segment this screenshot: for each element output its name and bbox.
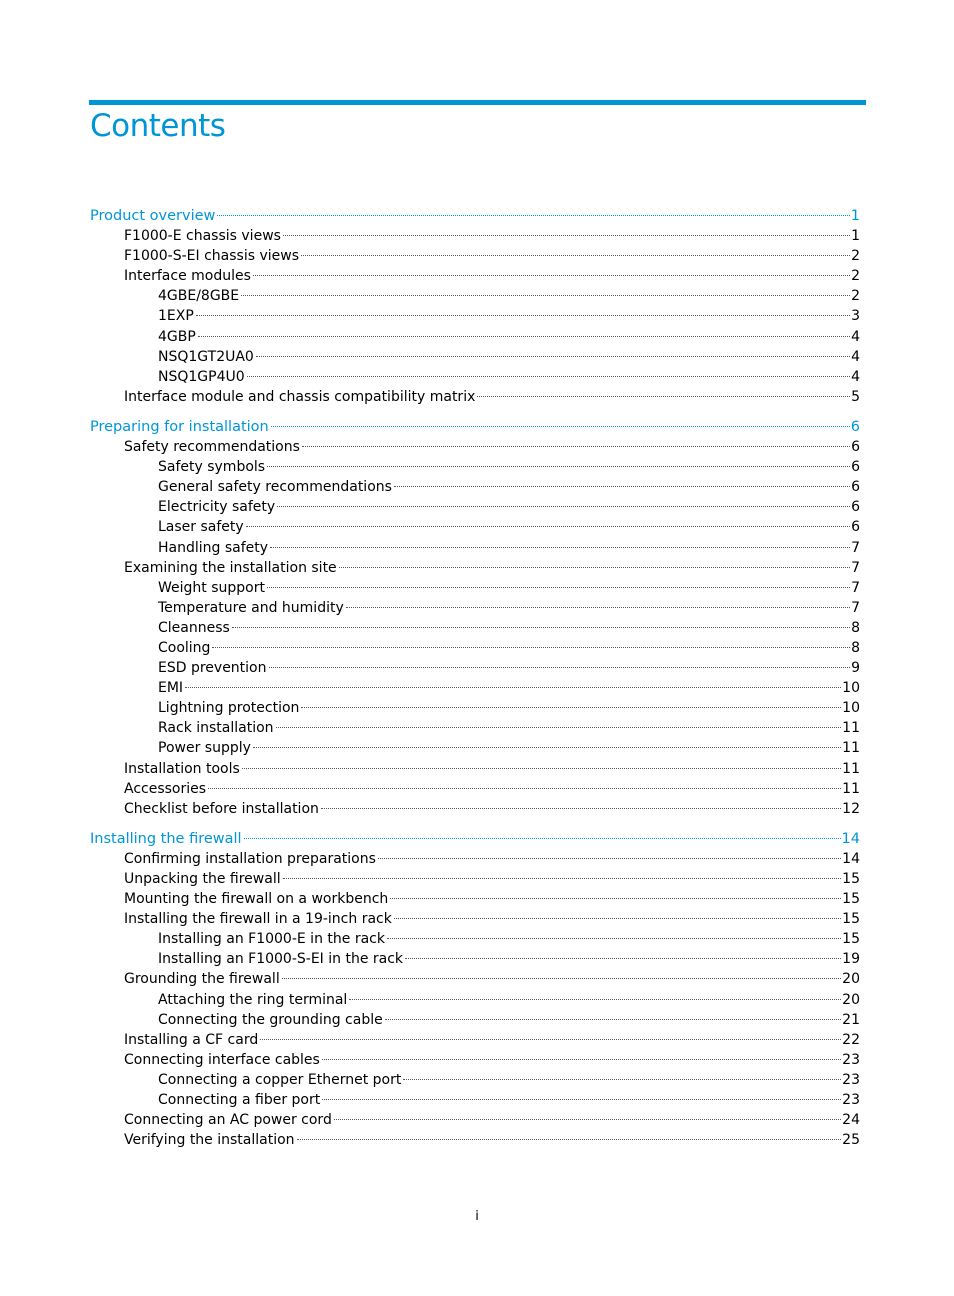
dot-leader: [260, 1038, 841, 1040]
dot-leader: [378, 857, 841, 859]
header-rule: [89, 100, 866, 105]
dot-leader: [301, 706, 841, 708]
dot-leader: [403, 1078, 841, 1080]
page-title: Contents: [90, 108, 226, 144]
toc-subsection-entry[interactable]: [158, 618, 860, 638]
page-number: i: [475, 1209, 479, 1224]
dot-leader: [301, 254, 850, 256]
toc-page-number[interactable]: 2: [851, 268, 860, 285]
toc-subsection-entry[interactable]: [158, 457, 860, 477]
dot-leader: [267, 586, 850, 588]
dot-leader: [208, 787, 841, 789]
toc-page-number[interactable]: 7: [851, 579, 860, 596]
toc-entry-title[interactable]: Power supply: [158, 740, 251, 757]
toc-page-number[interactable]: 4: [851, 348, 860, 365]
toc-entry-title[interactable]: Connecting a fiber port: [158, 1092, 321, 1109]
toc-entry-title[interactable]: Unpacking the firewall: [124, 871, 281, 887]
toc-page-number[interactable]: 7: [851, 539, 860, 556]
toc-subsection-entry[interactable]: [158, 929, 860, 949]
toc-page-number[interactable]: 14: [841, 830, 860, 847]
toc-entry-title[interactable]: 4GBE/8GBE: [158, 288, 240, 305]
toc-section-entry[interactable]: [124, 909, 860, 929]
toc-subsection-entry[interactable]: [158, 347, 860, 367]
toc-page-number[interactable]: 5: [851, 388, 860, 405]
dot-leader: [477, 395, 850, 397]
toc-page-number[interactable]: 6: [851, 479, 860, 496]
dot-leader: [394, 917, 841, 919]
toc-section-entry[interactable]: [124, 889, 860, 909]
dot-leader: [269, 666, 851, 668]
toc-page-number[interactable]: 10: [842, 680, 860, 697]
toc-page-number[interactable]: 24: [842, 1112, 860, 1129]
toc-entry-title[interactable]: Installing the firewall: [90, 830, 242, 847]
toc-page-number[interactable]: 6: [851, 519, 860, 536]
toc-page-number[interactable]: 2: [851, 248, 860, 265]
toc-page-number[interactable]: 10: [842, 700, 860, 717]
toc-section: [0, 417, 954, 819]
dot-leader: [241, 294, 850, 296]
toc-subsection-entry[interactable]: [158, 497, 860, 517]
toc-page-number[interactable]: 7: [851, 599, 860, 616]
dot-leader: [322, 1058, 841, 1060]
toc-entry-title[interactable]: Connecting interface cables: [124, 1051, 320, 1068]
toc-page-number[interactable]: 15: [842, 931, 860, 948]
dot-leader: [253, 746, 841, 748]
toc-entry-title[interactable]: Interface modules: [124, 268, 251, 285]
toc-page-number[interactable]: 8: [851, 619, 860, 636]
toc-section: [0, 829, 954, 1151]
dot-leader: [256, 355, 850, 357]
dot-leader: [322, 1098, 841, 1100]
toc-page-number[interactable]: 20: [842, 971, 860, 988]
toc-entry-title[interactable]: Connecting an AC power cord: [124, 1112, 332, 1129]
toc-page-number[interactable]: 22: [842, 1031, 860, 1048]
toc-page-number[interactable]: 1: [851, 228, 860, 245]
toc-section-entry[interactable]: [124, 1050, 860, 1070]
toc-entry-title[interactable]: Safety symbols: [158, 459, 266, 476]
toc-entry-title[interactable]: Accessories: [124, 780, 207, 797]
toc-subsection-entry[interactable]: [158, 477, 860, 497]
toc-section-entry[interactable]: [124, 799, 860, 819]
dot-leader: [244, 837, 841, 839]
toc-entry-title[interactable]: Grounding the firewall: [124, 971, 280, 988]
toc-chapter-entry[interactable]: [90, 206, 860, 226]
table-of-contents: [0, 206, 954, 1160]
toc-subsection-entry[interactable]: [158, 638, 860, 658]
dot-leader: [385, 1018, 841, 1020]
dot-leader: [283, 877, 842, 879]
toc-entry-title[interactable]: Laser safety: [158, 519, 244, 536]
dot-leader: [297, 1138, 842, 1140]
toc-page-number[interactable]: 14: [842, 850, 860, 867]
toc-page-number[interactable]: 4: [851, 368, 860, 385]
toc-chapter-entry[interactable]: [90, 829, 860, 849]
dot-leader: [283, 234, 850, 236]
toc-entry-title[interactable]: Installing the firewall in a 19-inch rack: [124, 911, 392, 928]
toc-section-entry[interactable]: [124, 246, 860, 266]
dot-leader: [321, 807, 841, 809]
toc-entry-title[interactable]: NSQ1GP4U0: [158, 368, 245, 385]
toc-page-number[interactable]: 7: [851, 559, 860, 576]
toc-section-entry[interactable]: [124, 266, 860, 286]
toc-section-entry[interactable]: [124, 849, 860, 869]
toc-page-number[interactable]: 23: [842, 1051, 860, 1068]
dot-leader: [212, 646, 850, 648]
toc-section-entry[interactable]: [124, 869, 860, 889]
toc-subsection-entry[interactable]: [158, 698, 860, 718]
toc-page-number[interactable]: 6: [851, 459, 860, 476]
toc-entry-title[interactable]: General safety recommendations: [158, 479, 392, 496]
toc-page-number[interactable]: 11: [842, 740, 860, 757]
toc-entry-title[interactable]: Interface module and chassis compatibility matrix: [124, 388, 476, 405]
toc-page-number[interactable]: 21: [842, 1011, 860, 1028]
toc-entry-title[interactable]: Cooling: [158, 639, 211, 656]
toc-section-entry[interactable]: [124, 387, 860, 407]
toc-section-entry[interactable]: [124, 1030, 860, 1050]
toc-section-entry[interactable]: [124, 558, 860, 578]
toc-entry-title[interactable]: Installation tools: [124, 760, 240, 777]
toc-page-number[interactable]: 9: [851, 660, 860, 677]
toc-entry-title[interactable]: Preparing for installation: [90, 418, 269, 435]
toc-subsection-entry[interactable]: [158, 538, 860, 558]
toc-page-number[interactable]: 25: [842, 1132, 860, 1149]
toc-page-number[interactable]: 2: [851, 288, 860, 305]
toc-entry-title[interactable]: Connecting a copper Ethernet port: [158, 1071, 402, 1088]
toc-page-number[interactable]: 19: [842, 951, 860, 968]
toc-page-number[interactable]: 23: [842, 1071, 860, 1088]
dot-leader: [271, 425, 850, 427]
toc-page-number[interactable]: 23: [842, 1092, 860, 1109]
toc-subsection-entry[interactable]: [158, 327, 860, 347]
toc-entry-title[interactable]: Handling safety: [158, 539, 269, 556]
toc-page-number[interactable]: 1: [850, 208, 860, 224]
dot-leader: [334, 1118, 841, 1120]
toc-entry-title[interactable]: Installing a CF card: [124, 1031, 259, 1048]
toc-entry-title[interactable]: Safety recommendations: [124, 439, 300, 456]
toc-section-entry[interactable]: [124, 759, 860, 779]
dot-leader: [277, 505, 850, 507]
toc-chapter-entry[interactable]: [90, 417, 860, 437]
dot-leader: [276, 726, 842, 728]
toc-page-number[interactable]: 15: [842, 891, 860, 908]
toc-subsection-entry[interactable]: [158, 1070, 860, 1090]
dot-leader: [346, 606, 850, 608]
toc-page-number[interactable]: 6: [851, 499, 860, 516]
toc-entry-title[interactable]: Examining the installation site: [124, 559, 337, 576]
toc-entry-title[interactable]: EMI: [158, 680, 184, 697]
dot-leader: [349, 998, 841, 1000]
toc-page-number[interactable]: 6: [850, 418, 860, 435]
toc-entry-title[interactable]: Temperature and humidity: [158, 599, 344, 616]
dot-leader: [282, 977, 841, 979]
toc-subsection-entry[interactable]: [158, 738, 860, 758]
dot-leader: [270, 546, 850, 548]
toc-entry-title[interactable]: Attaching the ring terminal: [158, 991, 348, 1008]
toc-entry-title[interactable]: ESD prevention: [158, 660, 267, 677]
toc-subsection-entry[interactable]: [158, 517, 860, 537]
toc-entry-title[interactable]: 1EXP: [158, 308, 194, 325]
toc-page-number[interactable]: 6: [851, 439, 860, 456]
toc-subsection-entry[interactable]: [158, 1090, 860, 1110]
toc-subsection-entry[interactable]: [158, 678, 860, 698]
dot-leader: [246, 525, 850, 527]
dot-leader: [232, 626, 850, 628]
toc-entry-title[interactable]: Weight support: [158, 579, 265, 596]
toc-subsection-entry[interactable]: [158, 286, 860, 306]
toc-entry-title[interactable]: Confirming installation preparations: [124, 850, 376, 867]
dot-leader: [198, 335, 850, 337]
toc-entry-title[interactable]: F1000-E chassis views: [124, 228, 281, 245]
toc-entry-title[interactable]: Lightning protection: [158, 700, 300, 717]
toc-subsection-entry[interactable]: [158, 658, 860, 678]
toc-section: [0, 206, 954, 407]
toc-subsection-entry[interactable]: [158, 578, 860, 598]
toc-page-number[interactable]: 8: [851, 639, 860, 656]
dot-leader: [387, 937, 841, 939]
toc-entry-title[interactable]: Connecting the grounding cable: [158, 1011, 383, 1028]
toc-section-entry[interactable]: [124, 779, 860, 799]
toc-section-entry[interactable]: [124, 1130, 860, 1150]
toc-entry-title[interactable]: Checklist before installation: [124, 800, 319, 817]
toc-section-entry[interactable]: [124, 226, 860, 246]
toc-page-number[interactable]: 15: [842, 911, 860, 928]
toc-entry-title[interactable]: 4GBP: [158, 328, 196, 345]
dot-leader: [339, 566, 850, 568]
dot-leader: [242, 767, 841, 769]
toc-subsection-entry[interactable]: [158, 367, 860, 387]
toc-entry-title[interactable]: Electricity safety: [158, 499, 276, 516]
toc-entry-title[interactable]: NSQ1GT2UA0: [158, 348, 254, 365]
dot-leader: [405, 957, 841, 959]
dot-leader: [247, 375, 850, 377]
toc-page-number[interactable]: 20: [842, 991, 860, 1008]
toc-entry-title[interactable]: Cleanness: [158, 619, 230, 636]
dot-leader: [185, 686, 841, 688]
dot-leader: [394, 485, 850, 487]
toc-section-entry[interactable]: [124, 1110, 860, 1130]
toc-entry-title[interactable]: Verifying the installation: [124, 1132, 295, 1149]
toc-entry-title[interactable]: Product overview: [90, 208, 216, 224]
dot-leader: [267, 465, 850, 467]
toc-section-entry[interactable]: [124, 437, 860, 457]
toc-section-entry[interactable]: [124, 969, 860, 989]
dot-leader: [217, 214, 849, 216]
toc-page-number[interactable]: 11: [842, 780, 860, 797]
dot-leader: [302, 445, 850, 447]
toc-entry-title[interactable]: Rack installation: [158, 720, 274, 737]
toc-subsection-entry[interactable]: [158, 598, 860, 618]
toc-page-number[interactable]: 11: [842, 720, 860, 737]
toc-entry-title[interactable]: Installing an F1000-E in the rack: [158, 931, 385, 948]
toc-subsection-entry[interactable]: [158, 718, 860, 738]
toc-subsection-entry[interactable]: [158, 1010, 860, 1030]
toc-page-number[interactable]: 11: [842, 760, 860, 777]
dot-leader: [196, 314, 850, 316]
toc-page-number[interactable]: 4: [851, 328, 860, 345]
toc-subsection-entry[interactable]: [158, 990, 860, 1010]
dot-leader: [390, 897, 841, 899]
toc-entry-title[interactable]: F1000-S-EI chassis views: [124, 248, 299, 265]
toc-subsection-entry[interactable]: [158, 949, 860, 969]
toc-entry-title[interactable]: Mounting the firewall on a workbench: [124, 891, 389, 908]
toc-page-number[interactable]: 12: [842, 800, 860, 817]
toc-entry-title[interactable]: Installing an F1000-S-EI in the rack: [158, 951, 404, 968]
dot-leader: [253, 274, 850, 276]
toc-page-number[interactable]: 15: [842, 871, 860, 887]
toc-subsection-entry[interactable]: [158, 306, 860, 326]
toc-page-number[interactable]: 3: [851, 308, 860, 325]
